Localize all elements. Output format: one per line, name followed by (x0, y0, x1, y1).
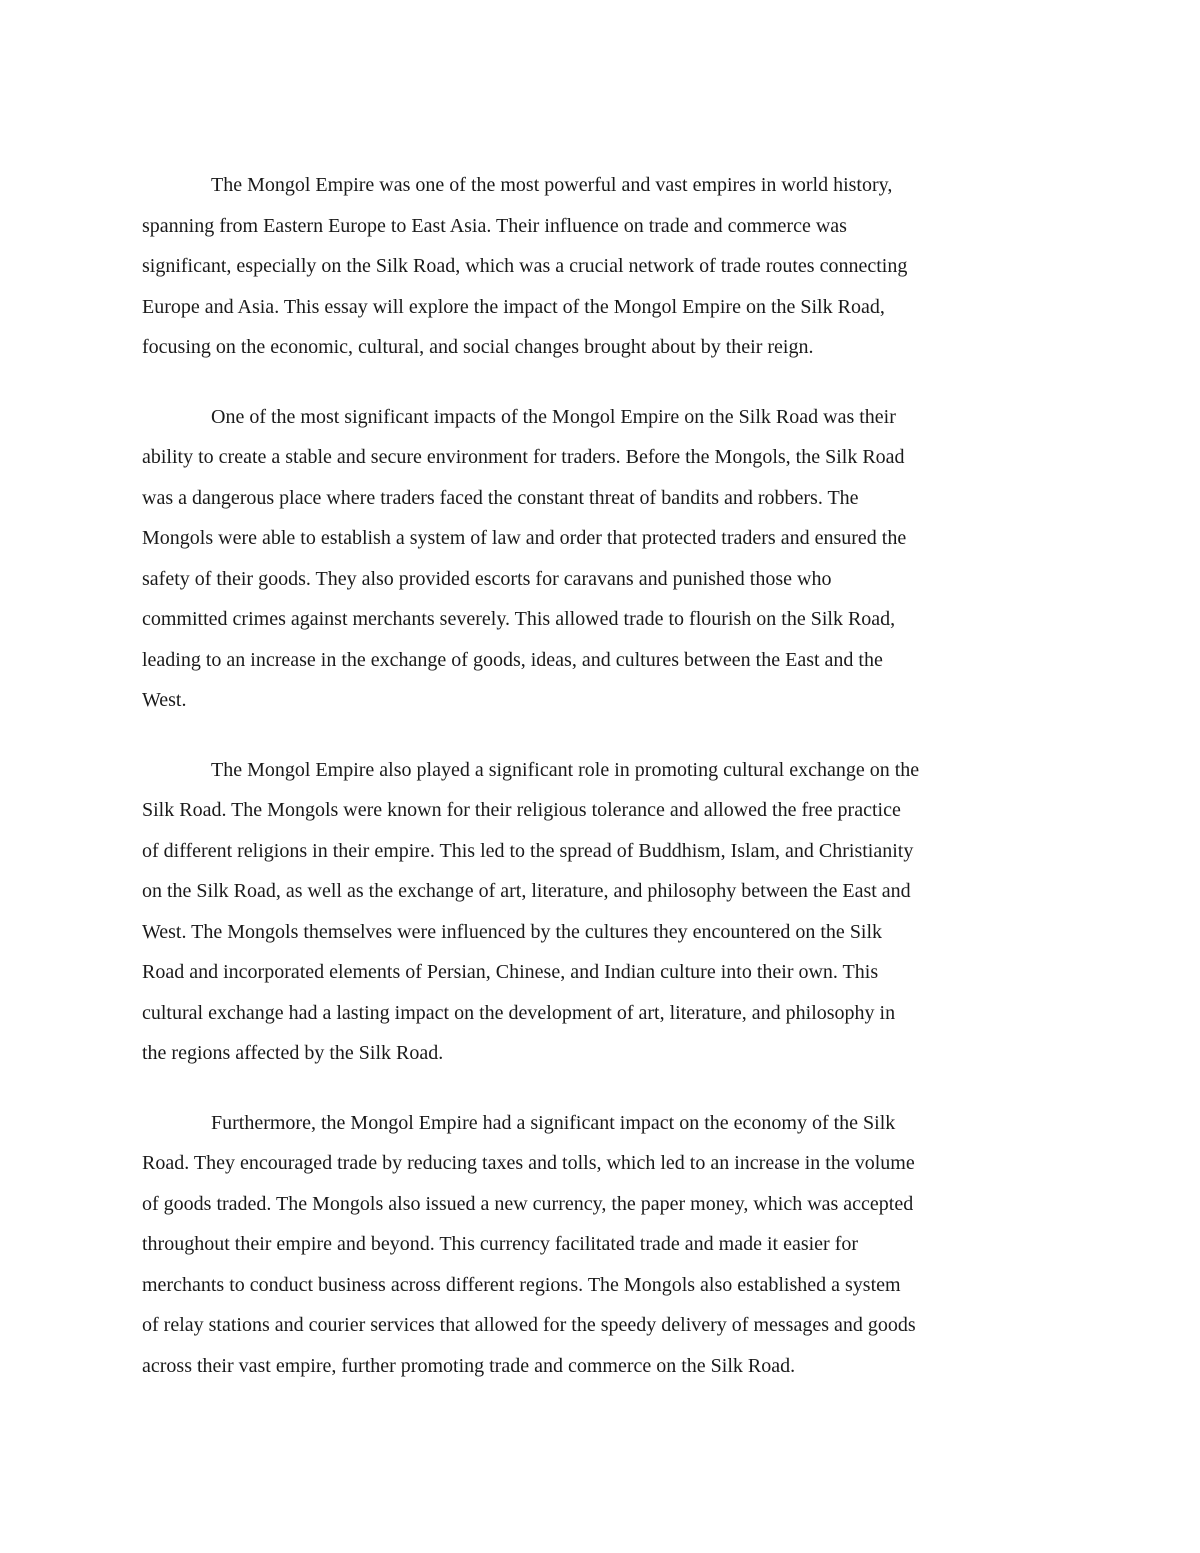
text-line: cultural exchange had a lasting impact on the development of art, literature, and philosophy in (142, 1001, 896, 1024)
text-line: The Mongol Empire was one of the most powerful and vast empires in world history, (211, 174, 893, 196)
text-line: Road and incorporated elements of Persian, Chinese, and Indian culture into their own. This (142, 961, 879, 983)
text-line: on the Silk Road, as well as the exchange of art, literature, and philosophy between the East and (142, 880, 911, 902)
text-line: West. The Mongols themselves were influenced by the cultures they encountered on the Silk (142, 920, 883, 943)
text-line: Furthermore, the Mongol Empire had a significant impact on the economy of the Silk (211, 1111, 896, 1134)
paragraph-2 (142, 397, 1062, 721)
paragraph-3 (142, 750, 1062, 1074)
text-line: the regions affected by the Silk Road. (142, 1042, 444, 1064)
text-line: merchants to conduct business across different regions. The Mongols also established a system (142, 1273, 901, 1296)
text-line: One of the most significant impacts of the Mongol Empire on the Silk Road was their (211, 405, 896, 428)
text-line: leading to an increase in the exchange of goods, ideas, and cultures between the East and the (142, 648, 883, 671)
paragraph-4 (142, 1103, 1062, 1387)
text-line: spanning from Eastern Europe to East Asia. Their influence on trade and commerce was (142, 214, 847, 237)
text-line: Silk Road. The Mongols were known for their religious tolerance and allowed the free practice (142, 799, 901, 821)
text-line: was a dangerous place where traders faced the constant threat of bandits and robbers. The (142, 486, 859, 509)
text-line: Mongols were able to establish a system of law and order that protected traders and ensured the (142, 527, 907, 549)
text-line: committed crimes against merchants severely. This allowed trade to flourish on the Silk Road, (142, 608, 896, 630)
text-line: ability to create a stable and secure environment for traders. Before the Mongols, the Silk Road (142, 446, 905, 468)
essay-body (142, 165, 1062, 1415)
text-line: of different religions in their empire. This led to the spread of Buddhism, Islam, and Christianity (142, 839, 914, 862)
text-line: Road. They encouraged trade by reducing taxes and tolls, which led to an increase in the volume (142, 1152, 915, 1174)
paragraph-1 (142, 165, 1062, 368)
text-line: safety of their goods. They also provided escorts for caravans and punished those who (142, 567, 832, 590)
text-line: across their vast empire, further promoting trade and commerce on the Silk Road. (142, 1354, 796, 1377)
text-line: of goods traded. The Mongols also issued a new currency, the paper money, which was accepted (142, 1192, 914, 1215)
text-line: significant, especially on the Silk Road, which was a crucial network of trade routes connecting (142, 255, 908, 277)
text-line: The Mongol Empire also played a significant role in promoting cultural exchange on the (211, 758, 920, 781)
text-line: West. (142, 689, 187, 711)
text-line: focusing on the economic, cultural, and social changes brought about by their reign. (142, 336, 814, 358)
text-line: of relay stations and courier services that allowed for the speedy delivery of messages and goods (142, 1314, 916, 1336)
text-line: throughout their empire and beyond. This currency facilitated trade and made it easier for (142, 1233, 859, 1255)
text-line: Europe and Asia. This essay will explore the impact of the Mongol Empire on the Silk Road, (142, 295, 885, 318)
